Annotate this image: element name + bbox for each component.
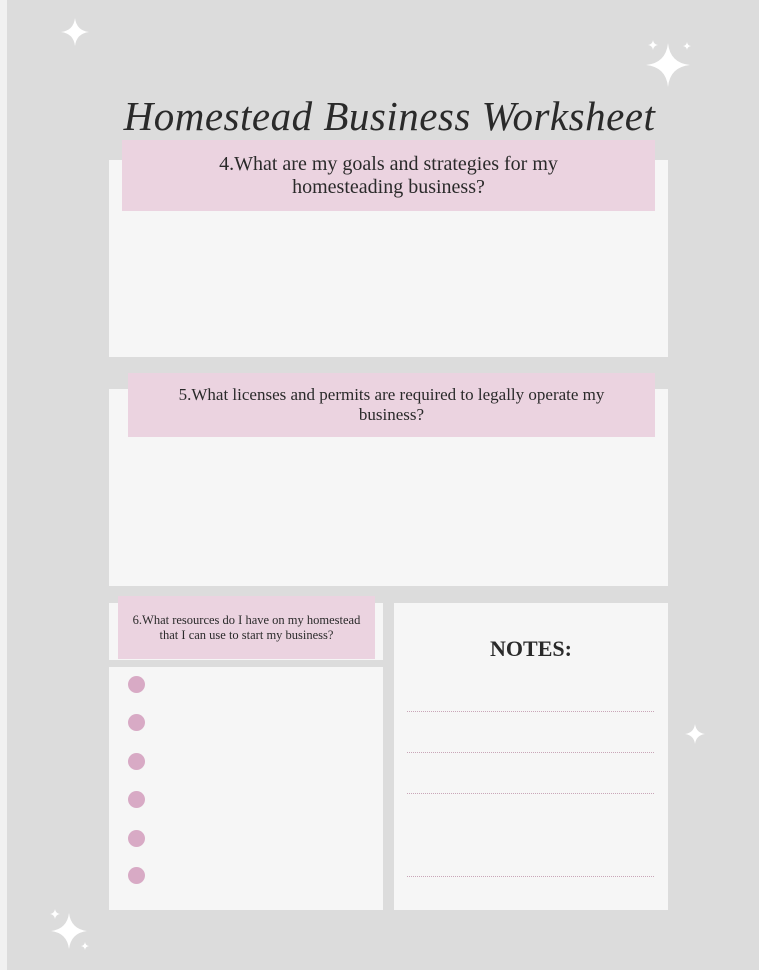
sparkle-icon [684,723,706,745]
resources-list-card[interactable] [109,667,383,910]
question-4-box [122,140,655,211]
question-6-box [118,596,375,659]
page-left-strip [0,0,7,970]
resource-bullet [128,714,145,731]
question-4-text: 4.What are my goals and strategies for my homesteading business? [219,152,558,198]
resource-bullet [128,791,145,808]
note-line [407,711,654,712]
question-6-text: 6.What resources do I have on my homestead that I can use to start my business? [132,612,361,642]
resource-bullet [128,830,145,847]
question-5-box [128,373,655,437]
resource-bullet [128,676,145,693]
note-line [407,752,654,753]
note-line [407,793,654,794]
sparkle-icon [60,17,90,47]
question-5-text: 5.What licenses and permits are required to legally operate my business? [178,385,605,424]
page-title: Homestead Business Worksheet [123,93,656,139]
resource-bullet [128,867,145,884]
note-line [407,876,654,877]
sparkle-icon [44,906,94,956]
sparkle-icon [640,37,696,93]
resource-bullet [128,753,145,770]
notes-title: NOTES: [490,636,572,661]
